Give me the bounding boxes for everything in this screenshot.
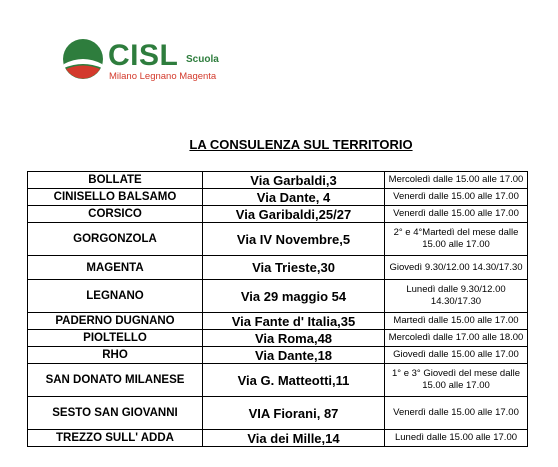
city-cell: SAN DONATO MILANESE [28,364,203,397]
city-cell: PIOLTELLO [28,330,203,347]
hours-cell: Giovedì 9.30/12.00 14.30/17.30 [385,256,528,280]
city-cell: GORGONZOLA [28,223,203,256]
table-row [28,223,528,256]
city-cell: BOLLATE [28,172,203,189]
table-row [28,172,528,189]
table-row [28,430,528,447]
address-cell: Via Garbaldi,3 [203,172,385,189]
city-cell: LEGNANO [28,280,203,313]
table-row [28,256,528,280]
city-cell: PADERNO DUGNANO [28,313,203,330]
address-cell: Via G. Matteotti,11 [203,364,385,397]
cisl-logo [62,38,232,90]
address-cell: Via dei Mille,14 [203,430,385,447]
address-cell: Via Garibaldi,25/27 [203,206,385,223]
cisl-logo-icon [62,38,104,80]
table-row [28,313,528,330]
city-cell: CINISELLO BALSAMO [28,189,203,206]
logo-subtitle: Milano Legnano Magenta [109,71,217,82]
hours-cell: Martedì dalle 15.00 alle 17.00 [385,313,528,330]
address-cell: Via IV Novembre,5 [203,223,385,256]
address-cell: Via Roma,48 [203,330,385,347]
address-cell: Via Fante d' Italia,35 [203,313,385,330]
hours-cell: 2° e 4°Martedì del mese dalle 15.00 alle 17.00 [385,223,528,256]
hours-cell: Giovedì dalle 15.00 alle 17.00 [385,347,528,364]
city-cell: MAGENTA [28,256,203,280]
hours-cell: Venerdì dalle 15.00 alle 17.00 [385,206,528,223]
address-cell: VIA Fiorani, 87 [203,397,385,430]
address-cell: Via 29 maggio 54 [203,280,385,313]
hours-cell: Venerdì dalle 15.00 alle 17.00 [385,189,528,206]
table-row [28,206,528,223]
table-row [28,189,528,206]
hours-cell: 1° e 3° Giovedì del mese dalle 15.00 alle 17.00 [385,364,528,397]
hours-cell: Lunedì dalle 9.30/12.00 14.30/17.30 [385,280,528,313]
address-cell: Via Trieste,30 [203,256,385,280]
city-cell: CORSICO [28,206,203,223]
address-cell: Via Dante, 4 [203,189,385,206]
logo-brand: CISL [108,39,179,72]
hours-cell: Venerdì dalle 15.00 alle 17.00 [385,397,528,430]
city-cell: RHO [28,347,203,364]
page-title: LA CONSULENZA SUL TERRITORIO [189,137,413,152]
table-row [28,364,528,397]
table-row [28,347,528,364]
city-cell: SESTO SAN GIOVANNI [28,397,203,430]
hours-cell: Lunedì dalle 15.00 alle 17.00 [385,430,528,447]
city-cell: TREZZO SULL' ADDA [28,430,203,447]
table-row [28,330,528,347]
address-cell: Via Dante,18 [203,347,385,364]
table-row [28,397,528,430]
hours-cell: Mercoledì dalle 15.00 alle 17.00 [385,172,528,189]
locations-table [27,171,528,447]
table-row [28,280,528,313]
hours-cell: Mercoledì dalle 17.00 alle 18.00 [385,330,528,347]
logo-brand-suffix: Scuola [186,54,219,65]
